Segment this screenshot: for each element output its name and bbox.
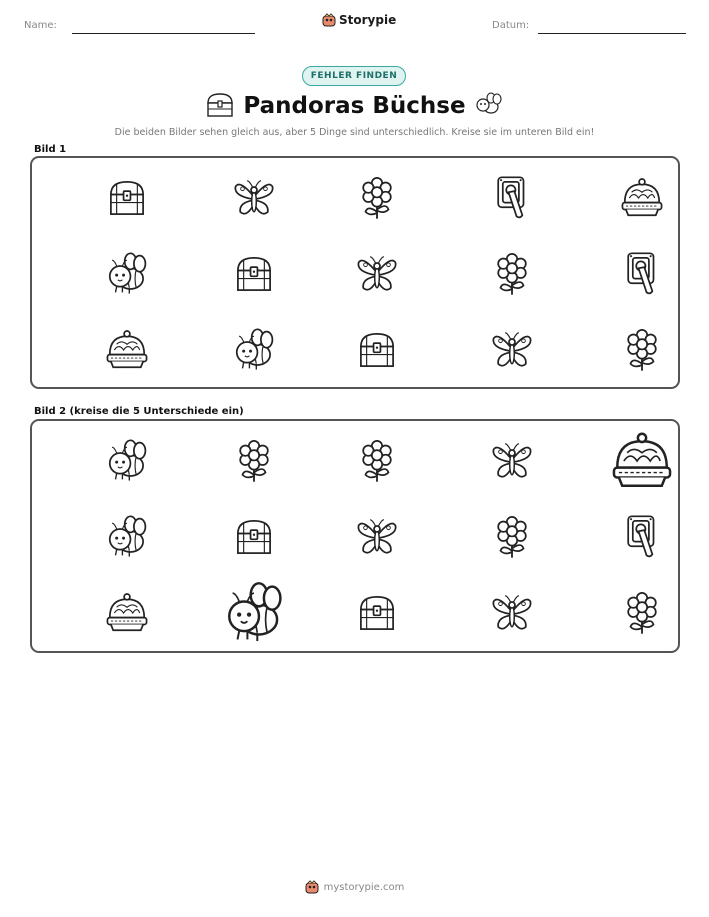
flower-icon	[619, 590, 665, 636]
picture2-item-row3-col4[interactable]	[482, 583, 542, 643]
chest-icon	[354, 327, 400, 373]
picture1-item-row2-col4	[482, 244, 542, 304]
butterfly-icon	[489, 590, 535, 636]
picture2-item-row3-col5[interactable]	[612, 583, 672, 643]
picture2-item-row2-col5[interactable]	[612, 507, 672, 567]
storypie-logo-icon	[322, 13, 336, 27]
date-label: Datum:	[492, 20, 530, 31]
footer	[0, 880, 709, 894]
brand-name: Storypie	[339, 13, 397, 27]
category-badge: FEHLER FINDEN	[302, 66, 406, 86]
picture2-panel[interactable]	[30, 419, 680, 653]
page-title: Pandoras Büchse	[243, 93, 466, 119]
flower-icon	[489, 251, 535, 297]
picture1-label: Bild 1	[34, 144, 67, 155]
instructions: Die beiden Bilder sehen gleich aus, aber 5 Dinge sind unterschiedlich. Kreise sie im unteren Bild ein!	[114, 127, 595, 138]
bee-icon	[104, 251, 150, 297]
picture1-item-row2-col1	[97, 244, 157, 304]
bee-icon	[231, 327, 277, 373]
jewel-box-icon	[609, 428, 675, 494]
jewel-box-icon	[104, 590, 150, 636]
chest-icon	[231, 251, 277, 297]
chest-icon	[354, 590, 400, 636]
butterfly-icon	[489, 327, 535, 373]
picture2-item-row2-col4[interactable]	[482, 507, 542, 567]
picture1-item-row3-col3	[347, 320, 407, 380]
picture1-item-row3-col1	[97, 320, 157, 380]
flower-icon	[231, 438, 277, 484]
picture2-label: Bild 2 (kreise die 5 Unterschiede ein)	[34, 406, 244, 417]
picture1-item-row1-col2	[224, 168, 284, 228]
picture1-item-row2-col3	[347, 244, 407, 304]
butterfly-icon	[231, 175, 277, 221]
name-field[interactable]	[72, 33, 255, 34]
flower-icon	[489, 514, 535, 560]
picture2-item-row2-col1[interactable]	[97, 507, 157, 567]
picture1-item-row3-col2	[224, 320, 284, 380]
picture1-item-row1-col5	[612, 168, 672, 228]
bee-icon	[221, 580, 287, 646]
brand-logo	[322, 13, 396, 27]
picture2-item-row1-col3[interactable]	[347, 431, 407, 491]
picture2-item-row1-col5[interactable]	[612, 431, 672, 491]
date-field[interactable]	[538, 33, 686, 34]
picture1-item-row3-col4	[482, 320, 542, 380]
lever-icon	[619, 251, 665, 297]
bee-icon	[104, 438, 150, 484]
butterfly-icon	[354, 514, 400, 560]
flower-icon	[354, 438, 400, 484]
lever-icon	[489, 175, 535, 221]
picture1-item-row1-col3	[347, 168, 407, 228]
butterfly-icon	[489, 438, 535, 484]
name-label: Name:	[24, 20, 57, 31]
picture2-item-row1-col4[interactable]	[482, 431, 542, 491]
picture1-item-row2-col5	[612, 244, 672, 304]
lever-icon	[619, 514, 665, 560]
jewel-box-icon	[104, 327, 150, 373]
picture2-item-row3-col1[interactable]	[97, 583, 157, 643]
picture1-item-row1-col1	[97, 168, 157, 228]
butterfly-icon	[354, 251, 400, 297]
bee-icon	[474, 91, 504, 119]
picture1-item-row2-col2	[224, 244, 284, 304]
picture1-panel	[30, 156, 680, 389]
picture2-item-row1-col2[interactable]	[224, 431, 284, 491]
picture2-item-row2-col3[interactable]	[347, 507, 407, 567]
picture2-item-row3-col2[interactable]	[224, 583, 284, 643]
storypie-logo-icon	[305, 880, 319, 894]
picture2-item-row2-col2[interactable]	[224, 507, 284, 567]
flower-icon	[354, 175, 400, 221]
flower-icon	[619, 327, 665, 373]
picture1-item-row3-col5	[612, 320, 672, 380]
picture2-item-row1-col1[interactable]	[97, 431, 157, 491]
bee-icon	[104, 514, 150, 560]
chest-icon	[231, 514, 277, 560]
chest-icon	[104, 175, 150, 221]
footer-url: mystorypie.com	[323, 881, 405, 893]
picture2-item-row3-col3[interactable]	[347, 583, 407, 643]
jewel-box-icon	[619, 175, 665, 221]
picture1-item-row1-col4	[482, 168, 542, 228]
